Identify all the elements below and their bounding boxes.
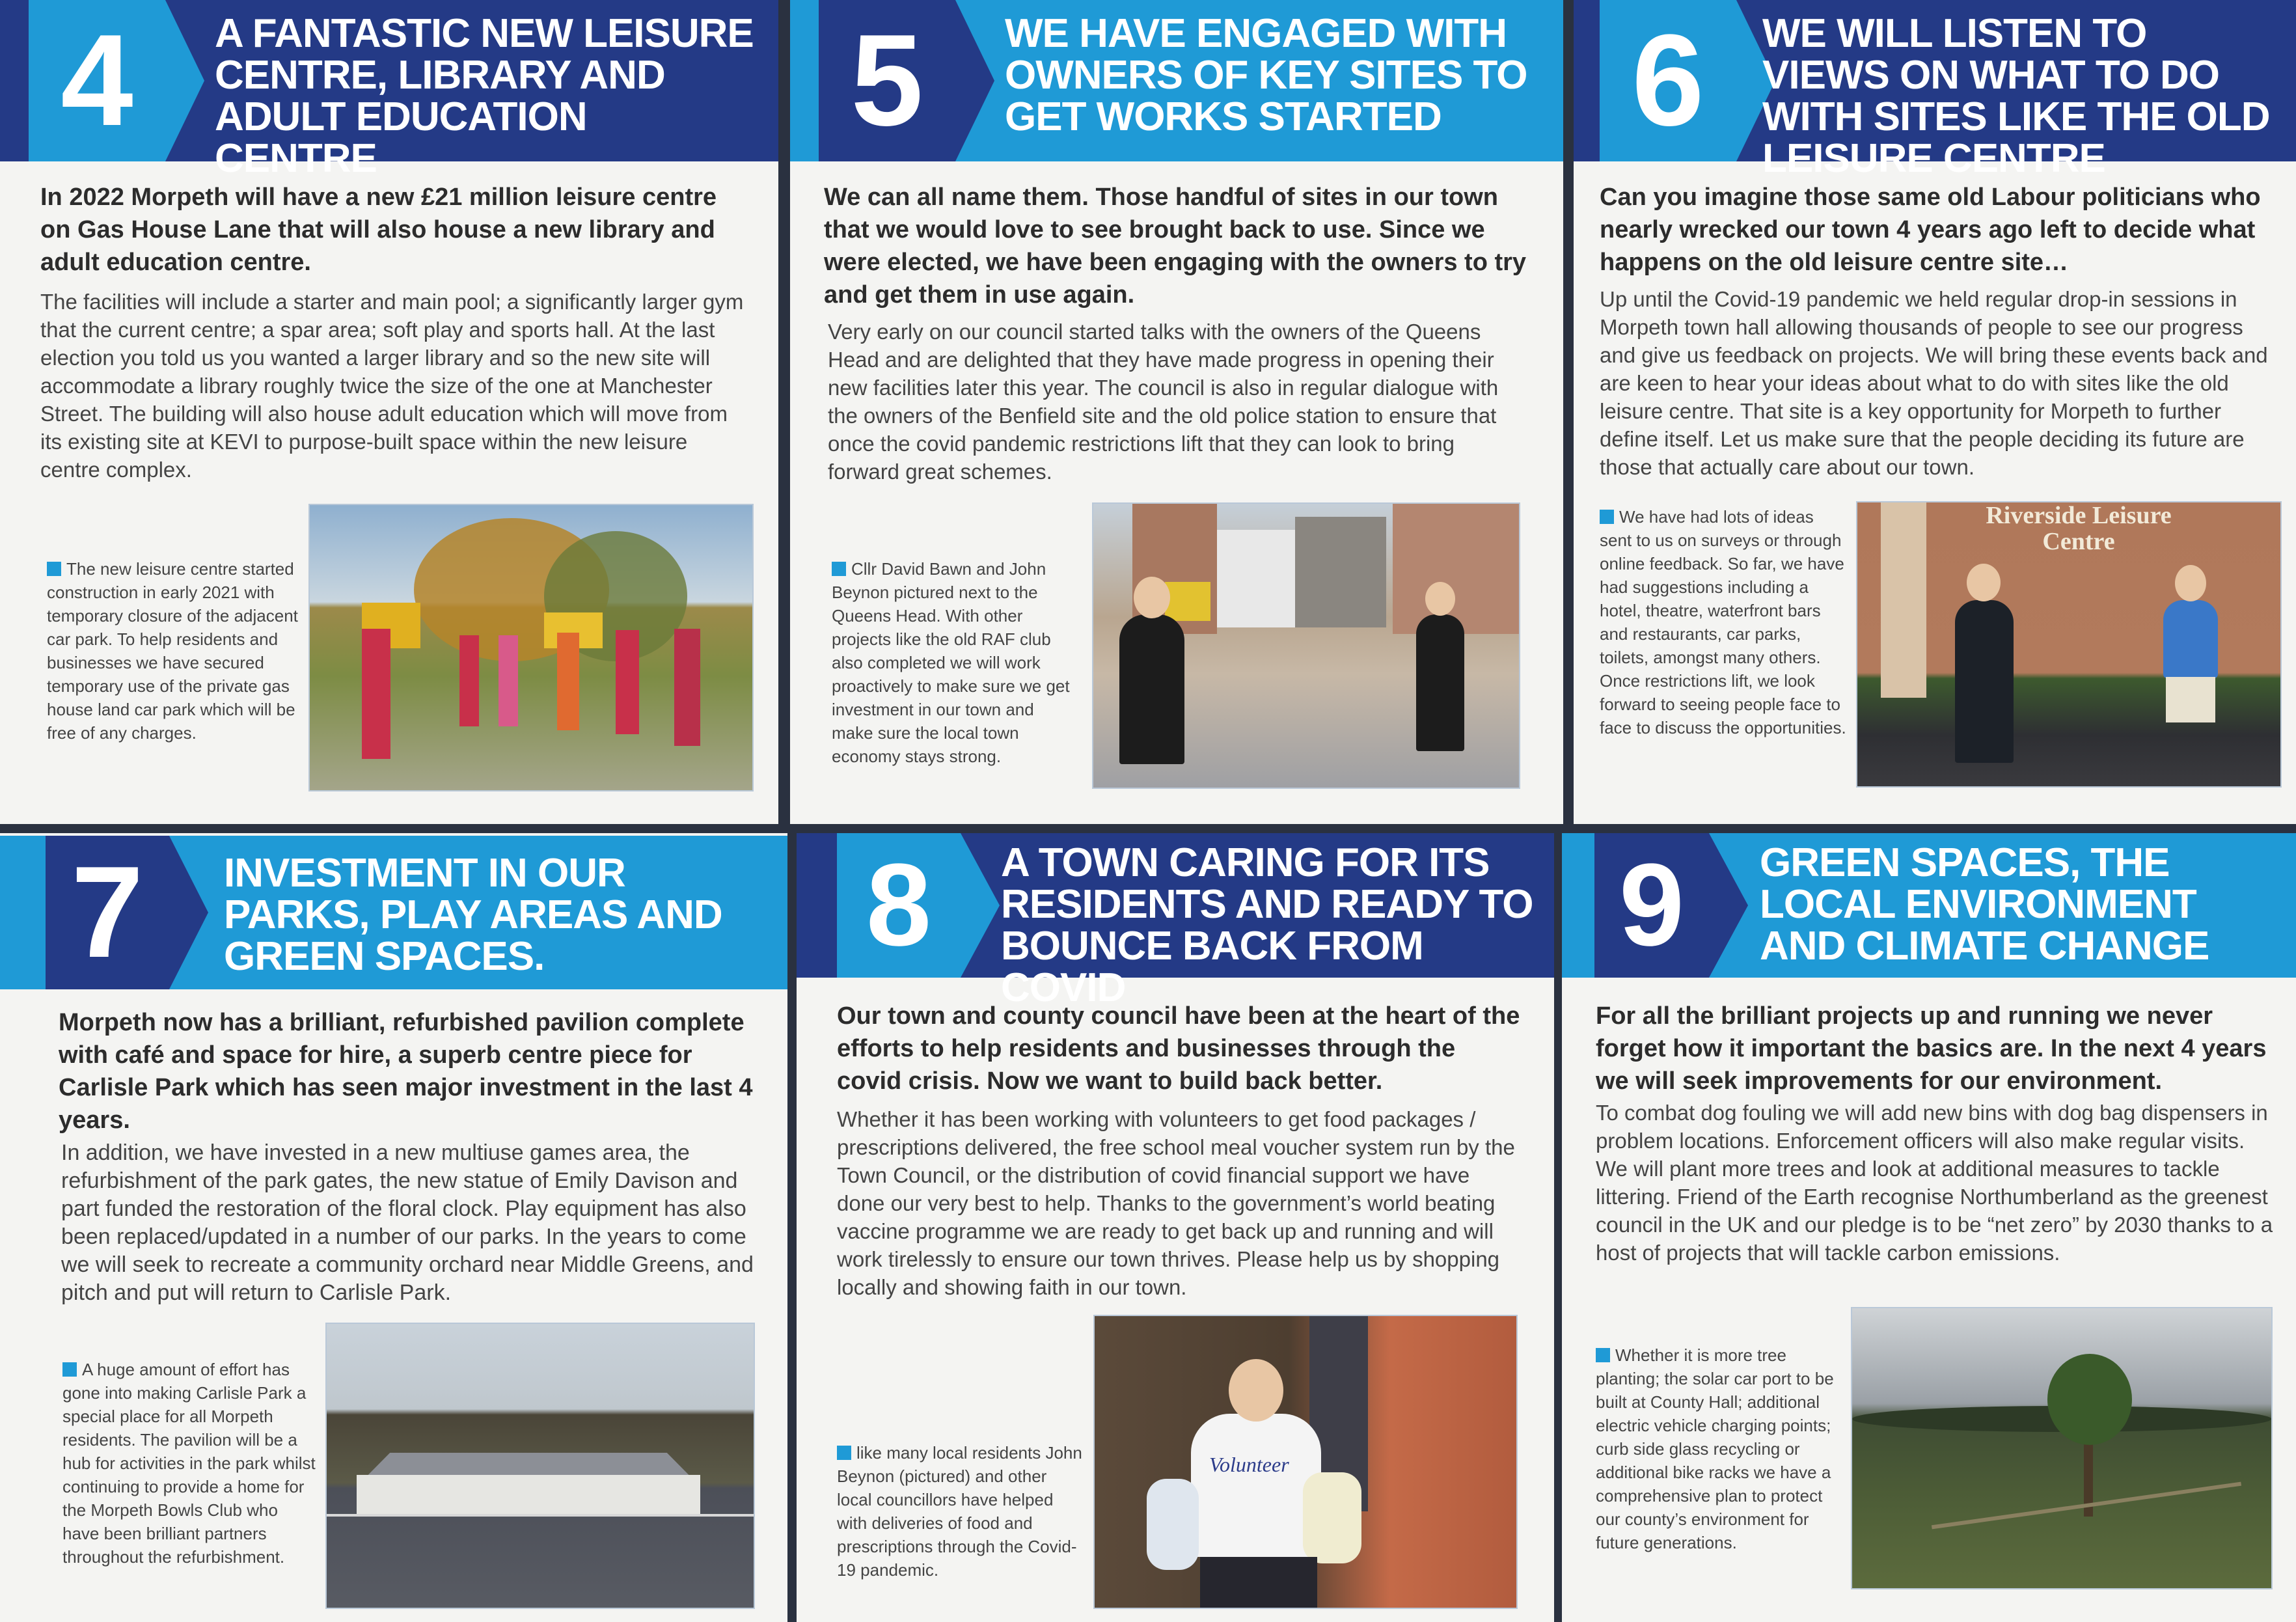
panel-6-caption (1600, 505, 1847, 739)
panel-7 (0, 833, 787, 1622)
shorts (2166, 677, 2215, 722)
white-building (1217, 530, 1302, 627)
person (616, 630, 639, 734)
panel-5-title: WE HAVE ENGAGED WITH OWNERS OF KEY SITES TO GET WORKS STARTED (1005, 11, 1527, 139)
shopping-bag (1147, 1479, 1199, 1570)
face (2175, 565, 2206, 601)
panel-7-lead: Morpeth now has a brilliant, refurbished pavilion complete with café and space for hire, a superb centre piece for Carlisle Park which has seen major investment in the last 4 years. (59, 1009, 753, 1134)
panel-5-caption-text: Cllr David Bawn and John Beynon pictured next to the Queens Head. With other projects like the old RAF club also completed we will work proactively to make sure we get investment in our town and make sure the local town economy stays strong. (832, 559, 1070, 766)
panel-4-title: A FANTASTIC NEW LEISURE CENTRE, LIBRARY AND ADULT EDUCATION CENTRE (215, 11, 754, 181)
chevron-icon (165, 0, 204, 161)
chevron-icon (955, 0, 994, 161)
bullet-square-icon (47, 562, 61, 576)
face (1134, 577, 1170, 618)
pavilion-roof (346, 1453, 711, 1475)
panel-6-photo-riverside (1856, 501, 2282, 788)
chevron-icon (961, 833, 1000, 978)
person-david-bawn (1119, 614, 1184, 764)
panel-9-lead: For all the brilliant projects up and running we never forget how it important the basics are. In the next 4 years we will seek improvements for our environment. (1596, 1002, 2267, 1095)
panel-4 (0, 0, 778, 824)
panel-4-photo-construction-site (308, 504, 754, 791)
person-john-beynon (1416, 614, 1464, 751)
bullet-square-icon (1596, 1348, 1610, 1362)
panel-5-body: Very early on our council started talks with the owners of the Queens Head and are delighted that they have made progress in opening their new facilities later this year. The council is also in regular dialogue with the owners of the Benfield site and the old police station to ensure that once the covid pandemic restrictions lift that they can look to bring forward great schemes. (828, 320, 1499, 484)
bullet-square-icon (832, 562, 846, 576)
bullet-square-icon (62, 1362, 77, 1377)
panel-7-title: INVESTMENT IN OUR PARKS, PLAY AREAS AND GREEN SPACES. (224, 851, 722, 979)
panel-7-banner (0, 836, 787, 989)
bullet-square-icon (1600, 510, 1614, 524)
panel-8 (797, 833, 1554, 1622)
panel-4-caption-text: The new leisure centre started construction in early 2021 with temporary closure of the adjacent car park. To help residents and businesses we have secured temporary use of the private gas house land car park which will be free of any charges. (47, 559, 298, 743)
panel-7-caption (62, 1358, 316, 1569)
panel-6-body: Up until the Covid-19 pandemic we held regular drop-in sessions in Morpeth town hall allowing thousands of people to see our progress and give us feedback on projects. We will bring these events back and are keen to hear your ideas about what to do with sites like the old leisure centre. That site is a key opportunity for Morpeth to further define itself. Let us make sure that the people deciding its future are those that actually care about our town. (1600, 287, 2268, 479)
panel-9-banner (1562, 833, 2296, 978)
grey-building (1295, 517, 1386, 627)
car-park-line (327, 1514, 754, 1517)
leisure-centre-sign: Riverside Leisure Centre (1986, 502, 2172, 555)
panel-9-caption (1596, 1343, 1843, 1554)
panel-9-photo-tree-planting (1851, 1307, 2273, 1589)
person (499, 635, 518, 726)
panel-8-photo-volunteer (1093, 1315, 1518, 1609)
bullet-square-icon (837, 1446, 851, 1460)
panel-7-body: In addition, we have invested in a new multiuse games area, the refurbishment of the park gates, the new statue of Emily Davison and part funded the restoration of the floral clock. Play equipment has also been replaced/updated in a number of our parks. In the years to come we will seek to recreate a community orchard near Middle Greens, and pitch and put will return to Carlisle Park. (61, 1140, 754, 1305)
person-suit (1955, 600, 2014, 763)
panel-4-number: 4 (29, 0, 165, 161)
panel-6 (1574, 0, 2296, 824)
person (459, 635, 479, 726)
panel-4-lead: In 2022 Morpeth will have a new £21 million leisure centre on Gas House Lane that will also house a new library and adult education centre. (40, 184, 717, 276)
panel-6-number: 6 (1600, 0, 1736, 161)
young-tree (2047, 1354, 2132, 1445)
panel-8-title: A TOWN CARING FOR ITS RESIDENTS AND READY TO BOUNCE BACK FROM COVID (1001, 840, 1533, 1010)
panel-5-number: 5 (819, 0, 955, 161)
panel-8-lead: Our town and county council have been at the heart of the efforts to help residents and businesses through the covid crisis. Now we want to build back better. (837, 1002, 1520, 1095)
tshirt-text: Volunteer (1209, 1453, 1289, 1476)
panel-7-number: 7 (46, 836, 169, 989)
machinery (1165, 582, 1210, 621)
panel-8-number: 8 (837, 833, 961, 978)
panel-8-banner (797, 833, 1554, 1010)
panel-4-caption (47, 557, 307, 745)
panel-9-caption-text: Whether it is more tree planting; the solar car port to be built at County Hall; additional electric vehicle charging points; curb side glass recycling or additional bike racks we have a comprehensive plan to protect our county’s environment for future generations. (1596, 1345, 1834, 1552)
panel-5-photo-queens-head (1092, 502, 1520, 789)
person (557, 633, 579, 730)
person (362, 629, 390, 759)
panel-4-body: The facilities will include a starter and main pool; a significantly larger gym that the current centre; a spar area; soft play and sports hall. At the last election you told us you wanted a larger library and so the new site will accommodate a library roughly twice the size of the one at Manchester Street. The building will also house adult education which will move from its existing site at KEVI to purpose-built space within the new leisure centre complex. (40, 290, 744, 482)
brick-building (1393, 504, 1519, 634)
trousers (1200, 1557, 1317, 1608)
person-blue-jacket (2163, 600, 2218, 678)
panel-8-body: Whether it has been working with volunteers to get food packages / prescriptions delivered, the free school meal voucher system run by the Town Council, or the distribution of covid financial support we have done our very best to help. Thanks to the government’s world beating vaccine programme we are ready to get back up and running and will work tirelessly to ensure our town thrives. Please help us by shopping locally and showing faith in our town. (837, 1107, 1515, 1299)
pillar (1881, 502, 1926, 698)
person-volunteer-tshirt (1191, 1414, 1321, 1557)
panel-5 (790, 0, 1563, 824)
face (1425, 582, 1455, 616)
panel-6-caption-text: We have had lots of ideas sent to us on surveys or through online feedback. So far, we have had suggestions including a hotel, theatre, waterfront bars and restaurants, car parks, toilets, amongst many others. Once restrictions lift, we look forward to seeing people face to face to discuss the opportunities. (1600, 507, 1846, 737)
panel-9 (1562, 833, 2296, 1622)
face (1967, 564, 2001, 601)
panel-8-caption (837, 1441, 1084, 1582)
person (674, 629, 700, 746)
pavilion-building (357, 1475, 700, 1514)
panel-7-caption-text: A huge amount of effort has gone into making Carlisle Park a special place for all Morpeth residents. The pavilion will be a hub for activities in the park whilst continuing to provide a home for the Morpeth Bowls Club who have been brilliant partners throughout the refurbishment. (62, 1360, 316, 1567)
panel-5-caption (832, 557, 1079, 768)
panel-9-body: To combat dog fouling we will add new bins with dog bag dispensers in problem locations. Enforcement officers will also make regular visits. We will plant more trees and look at additional measures to tackle littering. Friend of the Earth recognise Northumberland as the greenest council in the UK and our pledge is to be “net zero” by 2030 thanks to a host of projects that will tackle carbon emissions. (1596, 1101, 2273, 1265)
panel-6-title: WE WILL LISTEN TO VIEWS ON WHAT TO DO WITH SITES LIKE THE OLD LEISURE CENTRE (1762, 11, 2270, 181)
panel-6-banner (1574, 0, 2296, 181)
panel-9-number: 9 (1594, 833, 1709, 978)
chevron-icon (169, 836, 208, 989)
panel-8-caption-text: like many local residents John Beynon (pictured) and other local councillors have helped with deliveries of food and prescriptions through the Covid-19 pandemic. (837, 1443, 1082, 1580)
chevron-icon (1709, 833, 1748, 978)
panel-4-banner (0, 0, 778, 181)
face (1229, 1359, 1283, 1422)
panel-5-lead: We can all name them. Those handful of sites in our town that we would love to see brought back to use. Since we were elected, we have been engaging with the owners to try and get them in use again. (824, 184, 1527, 309)
panel-7-photo-pavilion (325, 1323, 755, 1609)
panel-9-title: GREEN SPACES, THE LOCAL ENVIRONMENT AND CLIMATE CHANGE (1760, 840, 2209, 969)
panel-6-lead: Can you imagine those same old Labour politicians who nearly wrecked our town 4 years ago left to decide what happens on the old leisure centre site… (1600, 184, 2261, 276)
panel-5-banner (790, 0, 1563, 161)
shopping-bag (1303, 1472, 1361, 1563)
